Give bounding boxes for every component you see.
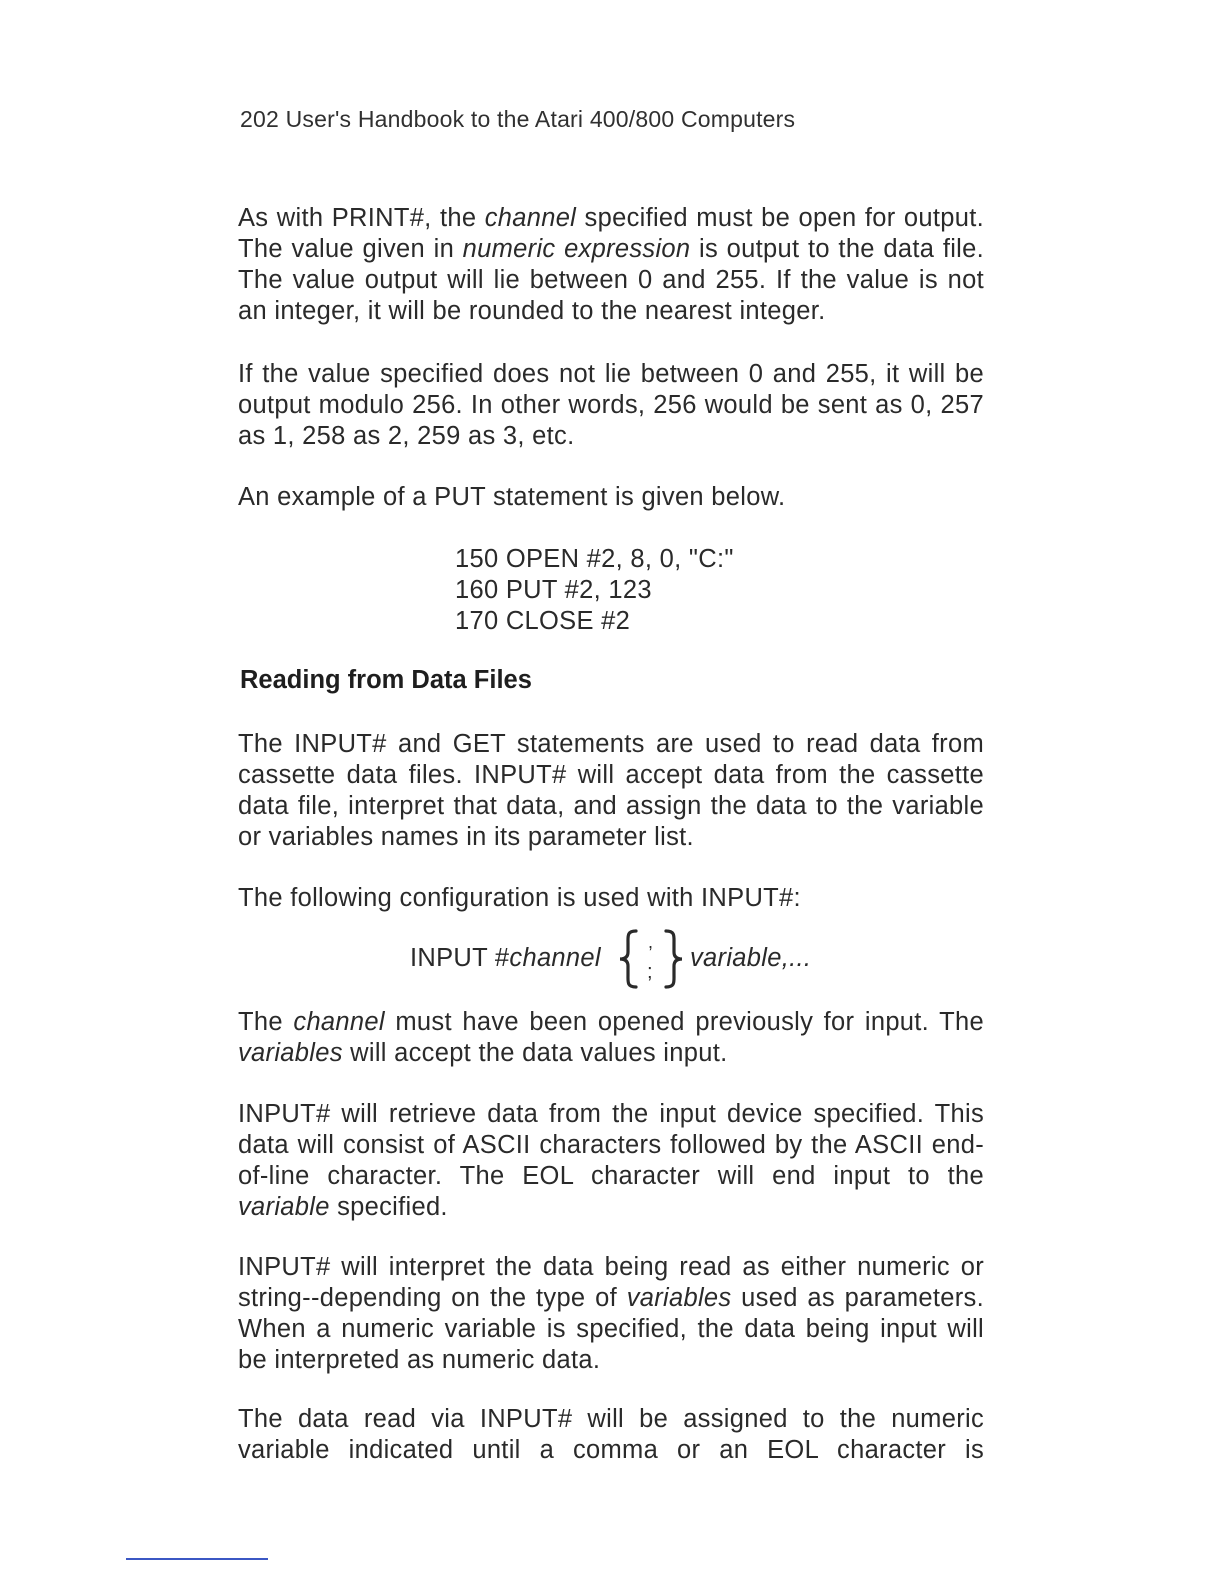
section-heading: Reading from Data Files [240,666,532,694]
paragraph-interpret: INPUT# will interpret the data being read as either numeric or string--depending on the type of variables used as parameters. When a numeric variable is specified, the data being input will be interpreted as numeric data. [238,1253,984,1374]
paragraph-retrieve: INPUT# will retrieve data from the input device specified. This data will consist of ASCII characters followed by the ASCII end-of-line character. The EOL character will end input to the variable specified. [238,1100,984,1221]
paragraph-configuration: The following configuration is used with INPUT#: [238,884,801,912]
left-brace-icon [620,931,636,987]
term-channel: channel [484,204,577,232]
running-title: User's Handbook to the Atari 400/800 Computers [285,106,796,132]
right-brace-icon [666,931,682,987]
term-channel: channel [293,1008,385,1036]
syntax-keyword: INPUT #channel [410,944,601,972]
syntax-channel: channel [509,944,601,972]
paragraph-assigned: The data read via INPUT# will be assigned to the numeric variable indicated until a comma or an EOL character is [238,1405,984,1464]
syntax-variable: variable,... [690,944,812,972]
separator-comma: , [648,932,654,952]
separator-semicolon: ; [647,961,653,983]
term-variables: variables [626,1284,732,1312]
paragraph-example-intro: An example of a PUT statement is given below. [238,483,786,511]
paragraph-input-get: The INPUT# and GET statements are used to read data from cassette data files. INPUT# will accept data from the cassette data file, interpret that data, and assign the data to the variable or variables names in its parameter list. [238,730,984,851]
running-header [240,106,795,133]
paragraph-modulo: If the value specified does not lie between 0 and 255, it will be output modulo 256. In other words, 256 would be sent as 0, 257 as 1, 258 as 2, 259 as 3, etc. [238,360,984,450]
code-line: 170 CLOSE #2 [455,607,631,635]
paragraph-channel-opened: The channel must have been opened previously for input. The variables will accept the data values input. [238,1008,984,1067]
term-numeric-expression: numeric expression [462,235,691,263]
code-line: 160 PUT #2, 123 [455,576,652,604]
paragraph-put-output: As with PRINT#, the channel specified must be open for output. The value given in numeric expression is output to the data file. The value output will lie between 0 and 255. If the value is not an integer, it will be rounded to the nearest integer. [238,204,985,325]
term-variable: variable [238,1193,330,1221]
code-example [455,544,734,637]
term-variables: variables [238,1039,343,1067]
bottom-rule [126,1558,268,1560]
page-number: 202 [240,106,279,132]
brace-group [616,928,686,990]
code-line: 150 OPEN #2, 8, 0, "C:" [455,545,734,573]
